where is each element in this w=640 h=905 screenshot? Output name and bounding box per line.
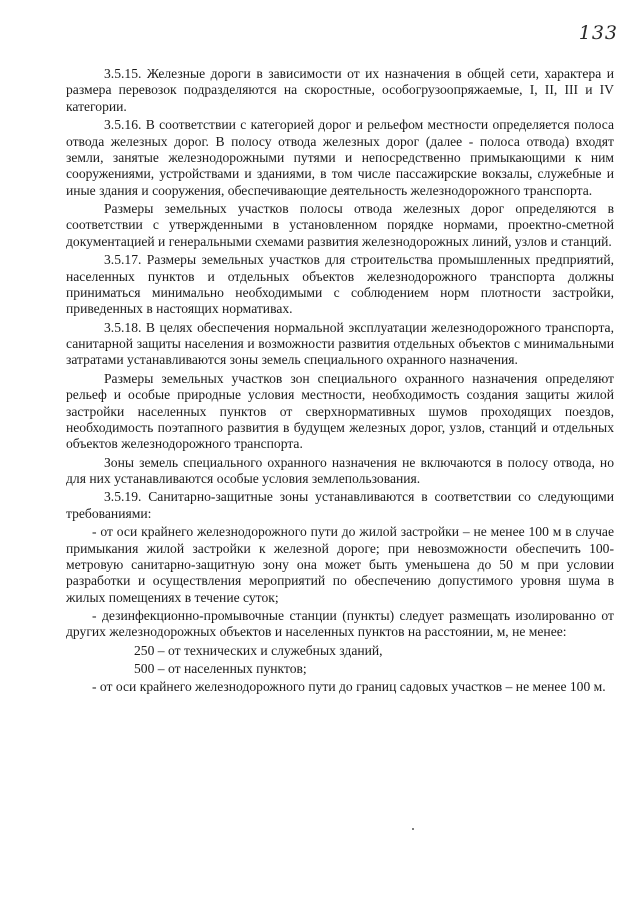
document-body: [66, 66, 614, 698]
paragraph-3-5-19: 3.5.19. Санитарно-защитные зоны устанавливаются в соответствии со следующими требованиями:: [66, 489, 614, 521]
paragraph-3-5-15: 3.5.15. Железные дороги в зависимости от их назначения в общей сети, характера и размера перевозок подразделяются на скоростные, особогрузоопряжаемые, I, II, III и IV категории.: [66, 66, 614, 114]
distance-settlements: 500 – от населенных пунктов;: [134, 661, 307, 677]
paragraph-3-5-18: 3.5.18. В целях обеспечения нормальной эксплуатации железнодорожного транспорта, санитарной защиты населения и возможности развития отдельных объектов с минимальными затратами устанавливаются зоны земель специального охранного назначения.: [66, 319, 614, 368]
scan-speck: [412, 828, 414, 830]
paragraph-3-5-16: 3.5.16. В соответствии с категорией дорог и рельефом местности определяется полоса отвода железных дорог. В полосу отвода железных дорог (далее - полоса отвода) входят земли, занятые железнодорожными путями и непосредственно примыкающими к ним сооружениями, устройствами и зданиями, в том числе пассажирские вокзалы, служебные и иные здания и сооружения, обеспечивающие деятельность железнодорожного транспорта.: [66, 117, 614, 198]
paragraph-protection-zone-land-use: Зоны земель специального охранного назначения не включаются в полосу отвода, но для них устанавливаются особые условия землепользования.: [66, 454, 614, 487]
paragraph-right-of-way-sizes: Размеры земельных участков полосы отвода железных дорог определяются в соответствии с утвержденными в установленном порядке нормами, проектно-сметной документацией и генеральными схемами развития железнодорожных линий, узлов и станций.: [66, 201, 614, 249]
page-number: 133: [578, 22, 618, 44]
paragraph-3-5-17: 3.5.17. Размеры земельных участков для строительства промышленных предприятий, населенных пунктов и отдельных объектов железнодорожного транспорта должны приниматься минимально необходимыми с соблюдением норм плотности застройки, приведенных в настоящих нормативах.: [66, 252, 614, 317]
distance-technical-buildings: 250 – от технических и служебных зданий,: [134, 642, 383, 658]
paragraph-protection-zone-sizes: Размеры земельных участков зон специального охранного назначения определяют рельеф и особые природные условия местности, необходимость создания защиты жилой застройки населенных пунктов от сверхнормативных шумов проходящих поездов, необходимость поэтапного развития в будущем железных дорог, узлов, станций и отдельных объектов железнодорожного транспорта.: [66, 370, 614, 452]
requirement-residential-distance: - от оси крайнего железнодорожного пути до жилой застройки – не менее 100 м в случае примыкания жилой застройки к железной дороге; при невозможности обеспечить 100-метровую санитарно-защитную зону она может быть уменьшена до 50 м при условии разработки и осуществления мероприятий по обеспечению допустимого уровня шума в жилых помещениях в течение суток;: [66, 524, 614, 605]
requirement-disinfection-stations: - дезинфекционно-промывочные станции (пункты) следует размещать изолированно от других железнодорожных объектов и населенных пунктов на расстоянии, м, не менее:: [66, 608, 614, 640]
requirement-garden-plots: - от оси крайнего железнодорожного пути до границ садовых участков – не менее 100 м.: [92, 679, 606, 695]
